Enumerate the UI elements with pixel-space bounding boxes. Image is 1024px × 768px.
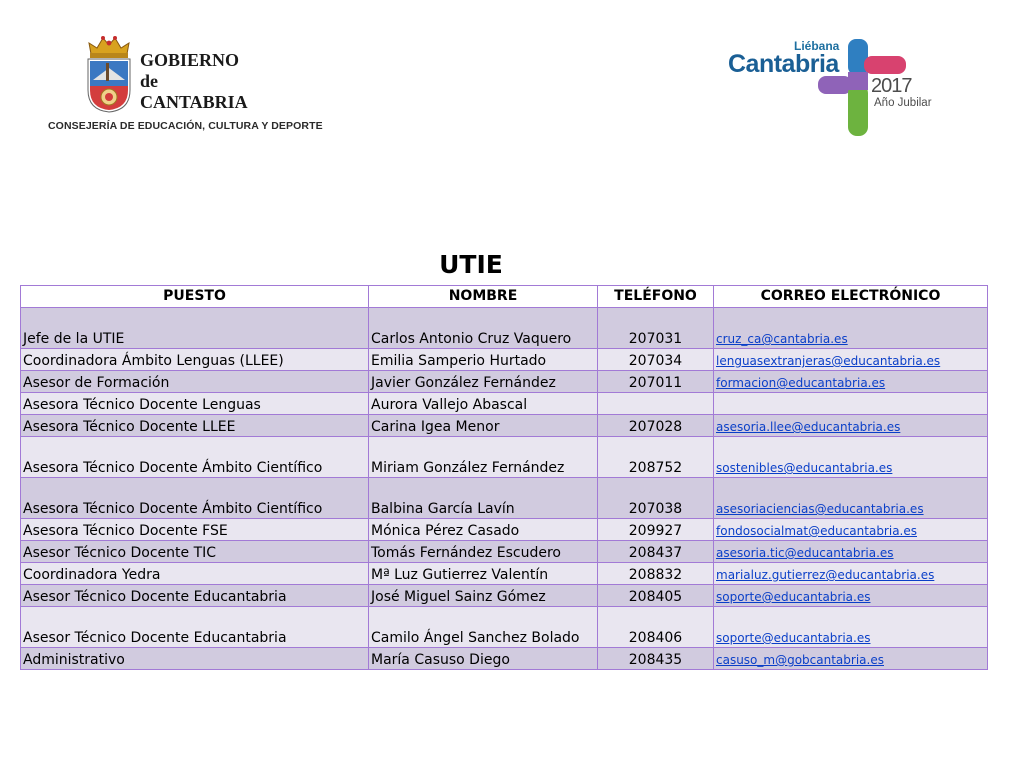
staff-table <box>20 285 988 670</box>
cell-email-link[interactable]: sostenibles@educantabria.es <box>714 437 988 478</box>
cell-puesto: Coordinadora Yedra <box>21 563 369 585</box>
cell-nombre: Mª Luz Gutierrez Valentín <box>369 563 598 585</box>
gobierno-line-2: de <box>140 71 158 91</box>
cell-nombre: Tomás Fernández Escudero <box>369 541 598 563</box>
cell-telefono <box>598 393 714 415</box>
table-row <box>21 563 988 585</box>
cantabria-label: Cantabria <box>728 50 839 78</box>
cell-nombre: José Miguel Sainz Gómez <box>369 585 598 607</box>
cell-email-link[interactable]: cruz_ca@cantabria.es <box>714 308 988 349</box>
cell-puesto: Administrativo <box>21 648 369 670</box>
cell-email-link[interactable]: soporte@educantabria.es <box>714 585 988 607</box>
cell-email-link[interactable]: casuso_m@gobcantabria.es <box>714 648 988 670</box>
coat-of-arms-icon <box>84 34 134 114</box>
table-row <box>21 648 988 670</box>
cell-telefono: 207034 <box>598 349 714 371</box>
table-row <box>21 349 988 371</box>
table-row <box>21 478 988 519</box>
department-name: CONSEJERÍA DE EDUCACIÓN, CULTURA Y DEPORTE <box>48 120 323 132</box>
table-row <box>21 371 988 393</box>
cell-puesto: Asesora Técnico Docente FSE <box>21 519 369 541</box>
cell-email-link[interactable]: soporte@educantabria.es <box>714 607 988 648</box>
cell-nombre: Miriam González Fernández <box>369 437 598 478</box>
cell-puesto: Asesor Técnico Docente TIC <box>21 541 369 563</box>
cell-email-link[interactable]: marialuz.gutierrez@educantabria.es <box>714 563 988 585</box>
cell-email-link[interactable]: asesoria.llee@educantabria.es <box>714 415 988 437</box>
cell-telefono: 208435 <box>598 648 714 670</box>
cell-puesto: Asesor Técnico Docente Educantabria <box>21 585 369 607</box>
cell-puesto: Asesor de Formación <box>21 371 369 393</box>
cell-telefono: 208752 <box>598 437 714 478</box>
cell-email-link[interactable]: asesoriaciencias@educantabria.es <box>714 478 988 519</box>
cell-puesto: Asesora Técnico Docente Ámbito Científico <box>21 478 369 519</box>
cell-telefono: 208406 <box>598 607 714 648</box>
page-title: UTIE <box>439 250 503 279</box>
cell-email-link[interactable]: formacion@educantabria.es <box>714 371 988 393</box>
cell-puesto: Asesor Técnico Docente Educantabria <box>21 607 369 648</box>
gobierno-cantabria-logo <box>48 34 323 138</box>
gobierno-name <box>140 50 248 113</box>
table-row <box>21 415 988 437</box>
table-row <box>21 607 988 648</box>
table-row <box>21 393 988 415</box>
cell-email-link[interactable] <box>714 393 988 415</box>
cell-telefono: 208405 <box>598 585 714 607</box>
cell-nombre: Mónica Pérez Casado <box>369 519 598 541</box>
cell-email-link[interactable]: asesoria.tic@educantabria.es <box>714 541 988 563</box>
gobierno-line-1: GOBIERNO <box>140 50 240 70</box>
cell-telefono: 209927 <box>598 519 714 541</box>
table-row <box>21 519 988 541</box>
liebana-label: Liébana <box>794 39 840 53</box>
cell-puesto: Asesora Técnico Docente LLEE <box>21 415 369 437</box>
cell-telefono: 208832 <box>598 563 714 585</box>
cell-nombre: Aurora Vallejo Abascal <box>369 393 598 415</box>
cell-nombre: Carina Igea Menor <box>369 415 598 437</box>
cell-telefono: 208437 <box>598 541 714 563</box>
cell-puesto: Jefe de la UTIE <box>21 308 369 349</box>
header-puesto: PUESTO <box>21 286 369 308</box>
gobierno-line-3: CANTABRIA <box>140 92 248 112</box>
header-nombre: NOMBRE <box>369 286 598 308</box>
cell-telefono: 207011 <box>598 371 714 393</box>
cell-telefono: 207028 <box>598 415 714 437</box>
cell-nombre: Balbina García Lavín <box>369 478 598 519</box>
header-telefono: TELÉFONO <box>598 286 714 308</box>
cell-nombre: Carlos Antonio Cruz Vaquero <box>369 308 598 349</box>
cell-puesto: Asesora Técnico Docente Lenguas <box>21 393 369 415</box>
cell-nombre: Camilo Ángel Sanchez Bolado <box>369 607 598 648</box>
cell-puesto: Coordinadora Ámbito Lenguas (LLEE) <box>21 349 369 371</box>
header-correo: CORREO ELECTRÓNICO <box>714 286 988 308</box>
cell-nombre: Javier González Fernández <box>369 371 598 393</box>
cell-telefono: 207031 <box>598 308 714 349</box>
cell-nombre: Emilia Samperio Hurtado <box>369 349 598 371</box>
cell-puesto: Asesora Técnico Docente Ámbito Científico <box>21 437 369 478</box>
staff-table-container <box>20 285 988 670</box>
cell-email-link[interactable]: fondosocialmat@educantabria.es <box>714 519 988 541</box>
ano-jubilar-label: Año Jubilar <box>874 97 932 109</box>
year-label: 2017 <box>871 75 912 97</box>
table-row <box>21 308 988 349</box>
cantabria-2017-logo <box>724 34 954 142</box>
cell-telefono: 207038 <box>598 478 714 519</box>
table-row <box>21 541 988 563</box>
cell-nombre: María Casuso Diego <box>369 648 598 670</box>
table-row <box>21 437 988 478</box>
table-row <box>21 585 988 607</box>
cell-email-link[interactable]: lenguasextranjeras@educantabria.es <box>714 349 988 371</box>
table-header-row <box>21 286 988 308</box>
